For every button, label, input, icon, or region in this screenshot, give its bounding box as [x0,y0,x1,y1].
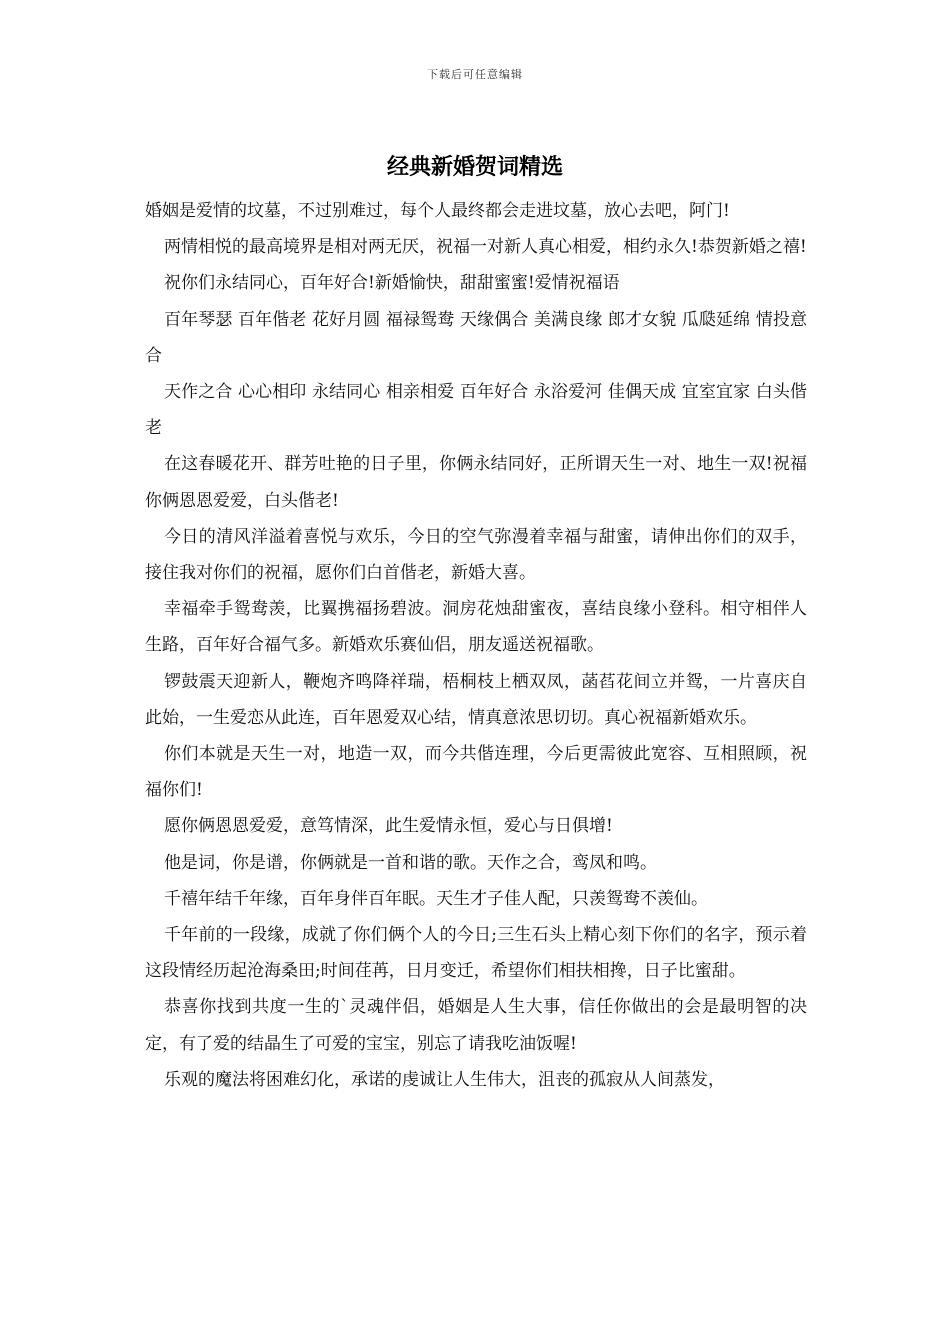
paragraph: 愿你俩恩恩爱爱，意笃情深，此生爱情永恒，爱心与日俱增! [164,816,613,837]
document-body [145,193,807,1098]
paragraph: 婚姻是爱情的坟墓，不过别难过，每个人最终都会走进坟墓，放心去吧，阿门! [145,201,730,221]
paragraph: 祝你们永结同心，百年好合!新婚愉快，甜甜蜜蜜!爱情祝福语 [164,273,620,294]
paragraph: 百年琴瑟 百年偕老 花好月圆 福禄鸳鸯 天缘偶合 美满良缘 郎才女貌 瓜瓞延绵 情投意合 [145,309,807,366]
paragraph: 千禧年结千年缘，百年身伴百年眠。天生才子佳人配，只羡鸳鸯不羡仙。 [164,888,708,909]
paragraph: 今日的清风洋溢着喜悦与欢乐，今日的空气弥漫着幸福与甜蜜，请伸出你们的双手，接住我对你们的祝福，愿你们白首偕老，新婚大喜。 [145,526,807,584]
paragraph: 你们本就是天生一对，地造一双，而今共偕连理，今后更需彼此宽容、互相照顾，祝福你们! [145,744,807,801]
paragraph: 他是词，你是谱，你俩就是一首和谐的歌。天作之合，鸾凤和鸣。 [164,852,657,873]
header-note: 下载后可任意编辑 [427,68,523,81]
paragraph: 千年前的一段缘，成就了你们俩个人的今日;三生石头上精心刻下你们的名字，预示着这段情经历起沧海桑田;时间荏苒，日月变迁，希望你们相扶相搀，日子比蜜甜。 [145,925,807,982]
paragraph: 天作之合 心心相印 永结同心 相亲相爱 百年好合 永浴爱河 佳偶天成 宜室宜家 白头偕老 [145,382,807,439]
paragraph: 在这春暖花开、群芳吐艳的日子里，你俩永结同好，正所谓天生一对、地生一双!祝福你俩恩恩爱爱，白头偕老! [145,454,807,511]
paragraph: 幸福牵手鸳鸯羡，比翼携福扬碧波。洞房花烛甜蜜夜，喜结良缘小登科。相守相伴人生路，百年好合福气多。新婚欢乐赛仙侣，朋友遥送祝福歌。 [145,599,807,656]
paragraph: 恭喜你找到共度一生的`灵魂伴侣，婚姻是人生大事，信任你做出的会是最明智的决定，有了爱的结晶生了可爱的宝宝，别忘了请我吃油饭喔! [145,997,807,1054]
paragraph: 锣鼓震天迎新人，鞭炮齐鸣降祥瑞，梧桐枝上栖双凤，菡萏花间立并鸳，一片喜庆自此始，一生爱恋从此连，百年恩爱双心结，情真意浓思切切。真心祝福新婚欢乐。 [145,671,807,728]
document-title: 经典新婚贺词精选 [386,154,563,180]
paragraph: 乐观的魔法将困难幻化，承诺的虔诚让人生伟大，沮丧的孤寂从人间蒸发， [164,1069,725,1090]
paragraph: 两情相悦的最高境界是相对两无厌，祝福一对新人真心相爱，相约永久!恭贺新婚之禧! [164,237,807,258]
